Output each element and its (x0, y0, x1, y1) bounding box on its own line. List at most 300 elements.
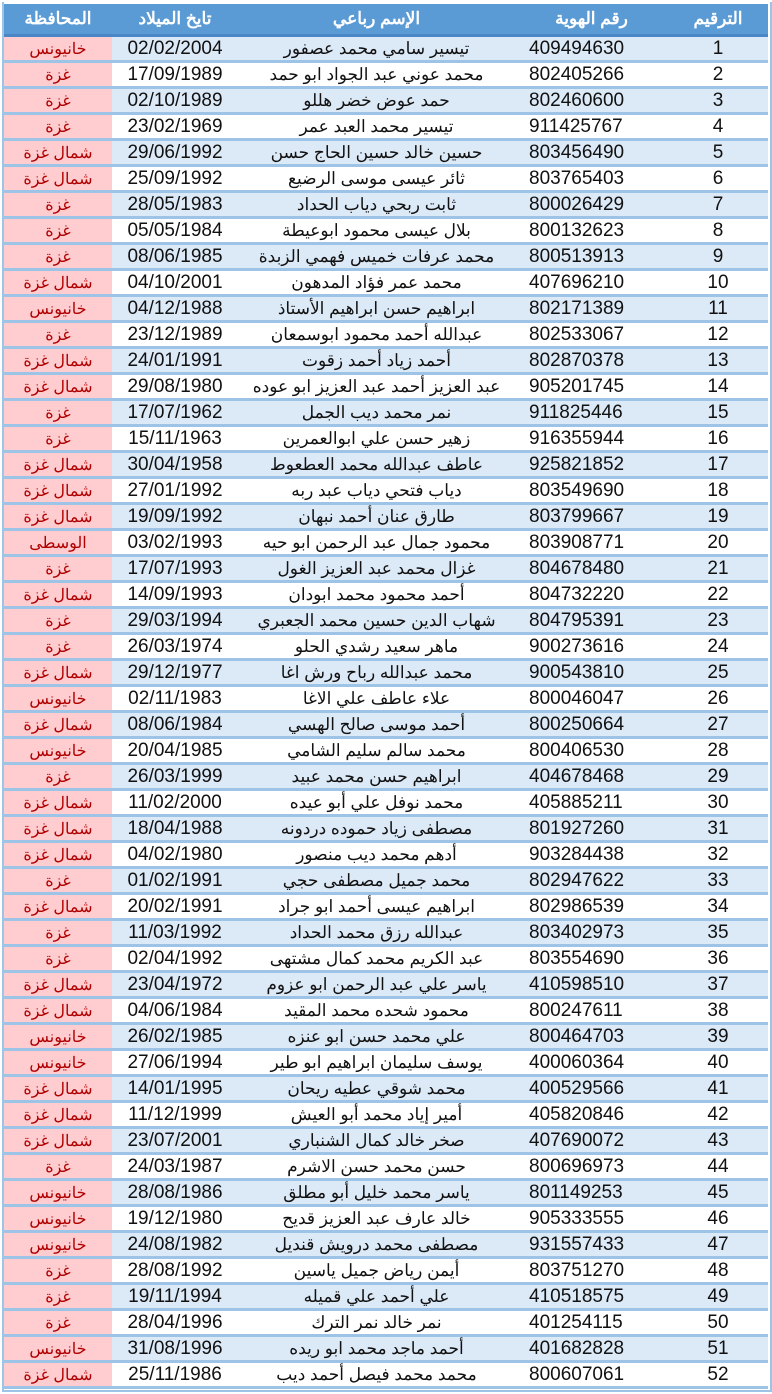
cell-dob[interactable]: 27/01/1992 (112, 478, 238, 504)
cell-id[interactable]: 931557433 (515, 1232, 668, 1258)
table-row[interactable] (4, 244, 768, 270)
cell-name[interactable]: أدهم محمد ديب منصور (238, 842, 515, 868)
cell-dob[interactable]: 03/02/1993 (112, 530, 238, 556)
cell-gov[interactable]: شمال غزة (4, 790, 112, 816)
cell-num[interactable]: 3 (668, 88, 768, 114)
cell-id[interactable]: 804678480 (515, 556, 668, 582)
table-row[interactable] (4, 1258, 768, 1284)
table-row[interactable] (4, 1232, 768, 1258)
cell-num[interactable]: 10 (668, 270, 768, 296)
table-row[interactable] (4, 426, 768, 452)
cell-num[interactable]: 48 (668, 1258, 768, 1284)
cell-name[interactable]: عبد العزيز أحمد عبد العزيز ابو عوده (238, 374, 515, 400)
cell-dob[interactable]: 24/08/1982 (112, 1232, 238, 1258)
cell-dob[interactable]: 02/04/1992 (112, 946, 238, 972)
cell-gov[interactable]: شمال غزة (4, 504, 112, 530)
cell-num[interactable]: 17 (668, 452, 768, 478)
cell-dob[interactable]: 28/08/1986 (112, 1180, 238, 1206)
cell-num[interactable]: 12 (668, 322, 768, 348)
cell-id[interactable]: 800513913 (515, 244, 668, 270)
cell-dob[interactable]: 30/04/1958 (112, 452, 238, 478)
cell-id[interactable]: 804732220 (515, 582, 668, 608)
cell-gov[interactable]: غزة (4, 400, 112, 426)
cell-num[interactable]: 41 (668, 1076, 768, 1102)
cell-name[interactable]: محمد جميل مصطفى حجي (238, 868, 515, 894)
cell-dob[interactable]: 23/07/2001 (112, 1128, 238, 1154)
table-row[interactable] (4, 1206, 768, 1232)
cell-dob[interactable]: 24/03/1987 (112, 1154, 238, 1180)
header-gov[interactable]: المحافظة (4, 4, 112, 36)
table-row[interactable] (4, 608, 768, 634)
cell-num[interactable]: 9 (668, 244, 768, 270)
cell-num[interactable]: 21 (668, 556, 768, 582)
cell-id[interactable]: 800464703 (515, 1024, 668, 1050)
cell-dob[interactable]: 19/12/1980 (112, 1206, 238, 1232)
table-row[interactable] (4, 504, 768, 530)
cell-num[interactable]: 4 (668, 114, 768, 140)
cell-gov[interactable]: شمال غزة (4, 660, 112, 686)
cell-gov[interactable]: غزة (4, 1258, 112, 1284)
cell-gov[interactable]: شمال غزة (4, 998, 112, 1024)
cell-num[interactable]: 50 (668, 1310, 768, 1336)
cell-num[interactable]: 1 (668, 36, 768, 62)
cell-dob[interactable]: 27/06/1994 (112, 1050, 238, 1076)
cell-dob[interactable]: 11/03/1992 (112, 920, 238, 946)
cell-num[interactable]: 44 (668, 1154, 768, 1180)
cell-name[interactable]: محمد محمد فيصل أحمد ديب (238, 1362, 515, 1388)
cell-name[interactable]: أحمد زياد أحمد زقوت (238, 348, 515, 374)
cell-num[interactable]: 29 (668, 764, 768, 790)
cell-name[interactable]: عبدالله أحمد محمود ابوسمعان (238, 322, 515, 348)
cell-num[interactable]: 32 (668, 842, 768, 868)
cell-name[interactable]: عبدالله رزق محمد الحداد (238, 920, 515, 946)
cell-dob[interactable]: 26/03/1974 (112, 634, 238, 660)
cell-name[interactable]: صخر خالد كمال الشنباري (238, 1128, 515, 1154)
table-row[interactable] (4, 764, 768, 790)
cell-name[interactable]: شهاب الدين حسين محمد الجعبري (238, 608, 515, 634)
cell-id[interactable]: 410518575 (515, 1284, 668, 1310)
cell-gov[interactable]: خانيونس (4, 1232, 112, 1258)
table-row[interactable] (4, 686, 768, 712)
cell-id[interactable]: 803456490 (515, 140, 668, 166)
cell-num[interactable]: 34 (668, 894, 768, 920)
cell-id[interactable]: 803908771 (515, 530, 668, 556)
header-name[interactable]: الإسم رباعي (238, 4, 515, 36)
table-row[interactable] (4, 816, 768, 842)
cell-dob[interactable]: 08/06/1985 (112, 244, 238, 270)
cell-name[interactable]: ابراهيم عيسى أحمد ابو جراد (238, 894, 515, 920)
table-row[interactable] (4, 348, 768, 374)
cell-dob[interactable]: 23/02/1969 (112, 114, 238, 140)
header-dob[interactable]: تايخ الميلاد (112, 4, 238, 36)
cell-dob[interactable]: 17/09/1989 (112, 62, 238, 88)
table-row[interactable] (4, 1284, 768, 1310)
cell-num[interactable]: 19 (668, 504, 768, 530)
cell-num[interactable]: 30 (668, 790, 768, 816)
cell-id[interactable]: 905333555 (515, 1206, 668, 1232)
cell-dob[interactable]: 19/09/1992 (112, 504, 238, 530)
cell-gov[interactable]: شمال غزة (4, 140, 112, 166)
cell-id[interactable]: 911425767 (515, 114, 668, 140)
cell-name[interactable]: يوسف سليمان ابراهيم ابو طير (238, 1050, 515, 1076)
header-id[interactable]: رقم الهوية (515, 4, 668, 36)
cell-id[interactable]: 800026429 (515, 192, 668, 218)
cell-num[interactable]: 18 (668, 478, 768, 504)
cell-name[interactable]: محمد عرفات خميس فهمي الزبدة (238, 244, 515, 270)
cell-num[interactable]: 49 (668, 1284, 768, 1310)
cell-gov[interactable]: غزة (4, 946, 112, 972)
cell-id[interactable]: 400060364 (515, 1050, 668, 1076)
cell-num[interactable]: 47 (668, 1232, 768, 1258)
cell-num[interactable]: 8 (668, 218, 768, 244)
table-row[interactable] (4, 842, 768, 868)
cell-num[interactable]: 43 (668, 1128, 768, 1154)
cell-num[interactable]: 24 (668, 634, 768, 660)
cell-name[interactable]: محمد نوفل علي أبو عيده (238, 790, 515, 816)
cell-dob[interactable]: 14/01/1995 (112, 1076, 238, 1102)
cell-num[interactable]: 40 (668, 1050, 768, 1076)
cell-name[interactable]: ماهر سعيد رشدي الحلو (238, 634, 515, 660)
cell-gov[interactable]: غزة (4, 634, 112, 660)
cell-name[interactable]: ابراهيم حسن ابراهيم الأستاذ (238, 296, 515, 322)
cell-id[interactable]: 905201745 (515, 374, 668, 400)
header-num[interactable]: الترقيم (668, 4, 768, 36)
table-row[interactable] (4, 62, 768, 88)
cell-gov[interactable]: خانيونس (4, 1024, 112, 1050)
table-row[interactable] (4, 1180, 768, 1206)
cell-gov[interactable]: غزة (4, 920, 112, 946)
cell-dob[interactable]: 04/02/1980 (112, 842, 238, 868)
cell-gov[interactable]: غزة (4, 244, 112, 270)
cell-gov[interactable]: غزة (4, 764, 112, 790)
cell-dob[interactable]: 29/03/1994 (112, 608, 238, 634)
table-row[interactable] (4, 712, 768, 738)
cell-id[interactable]: 800046047 (515, 686, 668, 712)
cell-id[interactable]: 804795391 (515, 608, 668, 634)
cell-num[interactable]: 26 (668, 686, 768, 712)
cell-id[interactable]: 802986539 (515, 894, 668, 920)
cell-name[interactable]: بلال عيسى محمود ابوعيطة (238, 218, 515, 244)
table-row[interactable] (4, 374, 768, 400)
cell-dob[interactable]: 29/12/1977 (112, 660, 238, 686)
cell-dob[interactable]: 11/12/1999 (112, 1102, 238, 1128)
cell-id[interactable]: 800696973 (515, 1154, 668, 1180)
cell-name[interactable]: مصطفى محمد درويش قنديل (238, 1232, 515, 1258)
cell-dob[interactable]: 25/11/1986 (112, 1362, 238, 1388)
cell-dob[interactable]: 01/02/1991 (112, 868, 238, 894)
cell-name[interactable]: محمد سالم سليم الشامي (238, 738, 515, 764)
cell-name[interactable]: أحمد موسى صالح الهسي (238, 712, 515, 738)
cell-num[interactable]: 37 (668, 972, 768, 998)
table-row[interactable] (4, 582, 768, 608)
table-row[interactable] (4, 192, 768, 218)
cell-id[interactable]: 405820846 (515, 1102, 668, 1128)
cell-gov[interactable]: غزة (4, 868, 112, 894)
cell-name[interactable]: عاطف عبدالله محمد العطعوط (238, 452, 515, 478)
cell-name[interactable]: ابراهيم حسن محمد عبيد (238, 764, 515, 790)
cell-num[interactable]: 28 (668, 738, 768, 764)
table-row[interactable] (4, 530, 768, 556)
cell-num[interactable]: 13 (668, 348, 768, 374)
cell-gov[interactable]: شمال غزة (4, 1102, 112, 1128)
cell-dob[interactable]: 29/06/1992 (112, 140, 238, 166)
cell-gov[interactable]: شمال غزة (4, 348, 112, 374)
cell-id[interactable]: 802870378 (515, 348, 668, 374)
cell-gov[interactable]: شمال غزة (4, 452, 112, 478)
cell-gov[interactable]: غزة (4, 322, 112, 348)
cell-num[interactable]: 52 (668, 1362, 768, 1388)
table-row[interactable] (4, 400, 768, 426)
cell-id[interactable]: 410598510 (515, 972, 668, 998)
table-row[interactable] (4, 36, 768, 62)
cell-num[interactable]: 38 (668, 998, 768, 1024)
cell-gov[interactable]: خانيونس (4, 1180, 112, 1206)
cell-gov[interactable]: شمال غزة (4, 1076, 112, 1102)
table-row[interactable] (4, 946, 768, 972)
table-row[interactable] (4, 218, 768, 244)
cell-num[interactable]: 22 (668, 582, 768, 608)
table-row[interactable] (4, 166, 768, 192)
cell-id[interactable]: 800247611 (515, 998, 668, 1024)
cell-dob[interactable]: 14/09/1993 (112, 582, 238, 608)
cell-num[interactable]: 27 (668, 712, 768, 738)
cell-gov[interactable]: شمال غزة (4, 582, 112, 608)
cell-num[interactable]: 46 (668, 1206, 768, 1232)
cell-num[interactable]: 36 (668, 946, 768, 972)
cell-name[interactable]: طارق عنان أحمد نبهان (238, 504, 515, 530)
table-row[interactable] (4, 322, 768, 348)
cell-name[interactable]: حمد عوض خضر هللو (238, 88, 515, 114)
table-row[interactable] (4, 1128, 768, 1154)
cell-dob[interactable]: 28/04/1996 (112, 1310, 238, 1336)
cell-id[interactable]: 803402973 (515, 920, 668, 946)
table-row[interactable] (4, 1336, 768, 1362)
table-row[interactable] (4, 452, 768, 478)
cell-num[interactable]: 15 (668, 400, 768, 426)
cell-id[interactable]: 803554690 (515, 946, 668, 972)
cell-dob[interactable]: 04/12/1988 (112, 296, 238, 322)
cell-num[interactable]: 11 (668, 296, 768, 322)
cell-gov[interactable]: شمال غزة (4, 816, 112, 842)
cell-id[interactable]: 801149253 (515, 1180, 668, 1206)
cell-dob[interactable]: 23/12/1989 (112, 322, 238, 348)
cell-gov[interactable]: خانيونس (4, 1206, 112, 1232)
cell-id[interactable]: 401254115 (515, 1310, 668, 1336)
table-row[interactable] (4, 660, 768, 686)
cell-num[interactable]: 14 (668, 374, 768, 400)
cell-num[interactable]: 35 (668, 920, 768, 946)
cell-dob[interactable]: 19/11/1994 (112, 1284, 238, 1310)
table-row[interactable] (4, 894, 768, 920)
cell-gov[interactable]: خانيونس (4, 1336, 112, 1362)
cell-name[interactable]: ياسر محمد خليل أبو مطلق (238, 1180, 515, 1206)
cell-id[interactable]: 802171389 (515, 296, 668, 322)
table-row[interactable] (4, 1362, 768, 1388)
cell-num[interactable]: 42 (668, 1102, 768, 1128)
cell-id[interactable]: 802460600 (515, 88, 668, 114)
cell-name[interactable]: خالد عارف عبد العزيز قديح (238, 1206, 515, 1232)
cell-id[interactable]: 916355944 (515, 426, 668, 452)
cell-name[interactable]: أحمد ماجد محمد ابو ريده (238, 1336, 515, 1362)
cell-gov[interactable]: غزة (4, 218, 112, 244)
cell-id[interactable]: 800406530 (515, 738, 668, 764)
cell-id[interactable]: 900273616 (515, 634, 668, 660)
cell-gov[interactable]: غزة (4, 426, 112, 452)
cell-name[interactable]: محمد عوني عبد الجواد ابو حمد (238, 62, 515, 88)
cell-dob[interactable]: 02/02/2004 (112, 36, 238, 62)
cell-name[interactable]: علي أحمد علي قميله (238, 1284, 515, 1310)
cell-gov[interactable]: شمال غزة (4, 478, 112, 504)
cell-num[interactable]: 7 (668, 192, 768, 218)
cell-id[interactable]: 925821852 (515, 452, 668, 478)
cell-dob[interactable]: 20/04/1985 (112, 738, 238, 764)
cell-dob[interactable]: 24/01/1991 (112, 348, 238, 374)
table-row[interactable] (4, 1154, 768, 1180)
cell-name[interactable]: محمد شوقي عطيه ريحان (238, 1076, 515, 1102)
cell-name[interactable]: تيسير سامي محمد عصفور (238, 36, 515, 62)
cell-gov[interactable]: غزة (4, 556, 112, 582)
cell-gov[interactable]: شمال غزة (4, 842, 112, 868)
cell-id[interactable]: 900543810 (515, 660, 668, 686)
table-row[interactable] (4, 1310, 768, 1336)
cell-gov[interactable]: شمال غزة (4, 374, 112, 400)
cell-name[interactable]: علي محمد حسن ابو عنزه (238, 1024, 515, 1050)
cell-num[interactable]: 51 (668, 1336, 768, 1362)
cell-num[interactable]: 25 (668, 660, 768, 686)
table-row[interactable] (4, 556, 768, 582)
cell-gov[interactable]: غزة (4, 1310, 112, 1336)
cell-id[interactable]: 802947622 (515, 868, 668, 894)
cell-gov[interactable]: شمال غزة (4, 166, 112, 192)
cell-gov[interactable]: شمال غزة (4, 270, 112, 296)
table-row[interactable] (4, 868, 768, 894)
table-row[interactable] (4, 738, 768, 764)
cell-dob[interactable]: 02/10/1989 (112, 88, 238, 114)
table-row[interactable] (4, 296, 768, 322)
cell-gov[interactable]: خانيونس (4, 738, 112, 764)
cell-gov[interactable]: خانيونس (4, 1050, 112, 1076)
table-row[interactable] (4, 1076, 768, 1102)
cell-num[interactable]: 39 (668, 1024, 768, 1050)
cell-dob[interactable]: 15/11/1963 (112, 426, 238, 452)
cell-id[interactable]: 802533067 (515, 322, 668, 348)
cell-id[interactable]: 903284438 (515, 842, 668, 868)
cell-num[interactable]: 5 (668, 140, 768, 166)
cell-id[interactable]: 803799667 (515, 504, 668, 530)
table-row[interactable] (4, 270, 768, 296)
cell-name[interactable]: نمر محمد ديب الجمل (238, 400, 515, 426)
cell-num[interactable]: 23 (668, 608, 768, 634)
cell-name[interactable]: تيسير محمد العبد عمر (238, 114, 515, 140)
table-row[interactable] (4, 972, 768, 998)
cell-dob[interactable]: 17/07/1993 (112, 556, 238, 582)
cell-name[interactable]: غزال محمد عبد العزيز الغول (238, 556, 515, 582)
cell-dob[interactable]: 25/09/1992 (112, 166, 238, 192)
cell-dob[interactable]: 28/05/1983 (112, 192, 238, 218)
cell-dob[interactable]: 20/02/1991 (112, 894, 238, 920)
cell-id[interactable]: 911825446 (515, 400, 668, 426)
cell-name[interactable]: دياب فتحي دياب عبد ربه (238, 478, 515, 504)
cell-dob[interactable]: 18/04/1988 (112, 816, 238, 842)
table-row[interactable] (4, 634, 768, 660)
cell-name[interactable]: حسن محمد حسن الاشرم (238, 1154, 515, 1180)
cell-gov[interactable]: شمال غزة (4, 894, 112, 920)
cell-gov[interactable]: شمال غزة (4, 972, 112, 998)
cell-name[interactable]: محمد عمر فؤاد المدهون (238, 270, 515, 296)
cell-gov[interactable]: خانيونس (4, 686, 112, 712)
cell-gov[interactable]: غزة (4, 192, 112, 218)
cell-name[interactable]: عبد الكريم محمد كمال مشتهى (238, 946, 515, 972)
cell-name[interactable]: محمد عبدالله رباح ورش اغا (238, 660, 515, 686)
cell-gov[interactable]: غزة (4, 1154, 112, 1180)
cell-gov[interactable]: غزة (4, 608, 112, 634)
cell-id[interactable]: 404678468 (515, 764, 668, 790)
cell-gov[interactable]: الوسطى (4, 530, 112, 556)
cell-id[interactable]: 803751270 (515, 1258, 668, 1284)
cell-name[interactable]: محمود جمال عبد الرحمن ابو حيه (238, 530, 515, 556)
cell-gov[interactable]: شمال غزة (4, 1362, 112, 1388)
cell-id[interactable]: 802405266 (515, 62, 668, 88)
cell-num[interactable]: 2 (668, 62, 768, 88)
cell-num[interactable]: 16 (668, 426, 768, 452)
cell-num[interactable]: 45 (668, 1180, 768, 1206)
cell-name[interactable]: أحمد محمود محمد ابودان (238, 582, 515, 608)
cell-num[interactable]: 6 (668, 166, 768, 192)
cell-dob[interactable]: 05/05/1984 (112, 218, 238, 244)
cell-num[interactable]: 31 (668, 816, 768, 842)
cell-name[interactable]: ثائر عيسى موسى الرضيع (238, 166, 515, 192)
cell-gov[interactable]: غزة (4, 62, 112, 88)
cell-num[interactable]: 20 (668, 530, 768, 556)
cell-id[interactable]: 401682828 (515, 1336, 668, 1362)
cell-gov[interactable]: غزة (4, 114, 112, 140)
cell-gov[interactable]: شمال غزة (4, 712, 112, 738)
cell-dob[interactable]: 23/04/1972 (112, 972, 238, 998)
cell-dob[interactable]: 26/02/1985 (112, 1024, 238, 1050)
cell-dob[interactable]: 04/10/2001 (112, 270, 238, 296)
cell-gov[interactable]: غزة (4, 1284, 112, 1310)
cell-name[interactable]: زهير حسن علي ابوالعمرين (238, 426, 515, 452)
cell-name[interactable]: ياسر علي عبد الرحمن ابو عزوم (238, 972, 515, 998)
cell-id[interactable]: 803765403 (515, 166, 668, 192)
table-row[interactable] (4, 478, 768, 504)
cell-id[interactable]: 800607061 (515, 1362, 668, 1388)
cell-dob[interactable]: 11/02/2000 (112, 790, 238, 816)
cell-name[interactable]: علاء عاطف علي الاغا (238, 686, 515, 712)
table-row[interactable] (4, 998, 768, 1024)
table-row[interactable] (4, 1102, 768, 1128)
cell-gov[interactable]: خانيونس (4, 296, 112, 322)
cell-gov[interactable]: غزة (4, 88, 112, 114)
table-row[interactable] (4, 1050, 768, 1076)
cell-id[interactable]: 407696210 (515, 270, 668, 296)
cell-name[interactable]: أيمن رياض جميل ياسين (238, 1258, 515, 1284)
table-row[interactable] (4, 920, 768, 946)
cell-name[interactable]: محمود شحده محمد المقيد (238, 998, 515, 1024)
cell-name[interactable]: نمر خالد نمر الترك (238, 1310, 515, 1336)
cell-dob[interactable]: 08/06/1984 (112, 712, 238, 738)
cell-name[interactable]: أمير إياد محمد أبو العيش (238, 1102, 515, 1128)
cell-dob[interactable]: 28/08/1992 (112, 1258, 238, 1284)
cell-dob[interactable]: 31/08/1996 (112, 1336, 238, 1362)
cell-name[interactable]: حسين خالد حسين الحاج حسن (238, 140, 515, 166)
cell-id[interactable]: 405885211 (515, 790, 668, 816)
cell-gov[interactable]: شمال غزة (4, 1128, 112, 1154)
cell-id[interactable]: 800250664 (515, 712, 668, 738)
cell-id[interactable]: 400529566 (515, 1076, 668, 1102)
table-row[interactable] (4, 114, 768, 140)
cell-name[interactable]: ثابت ربحي دياب الحداد (238, 192, 515, 218)
